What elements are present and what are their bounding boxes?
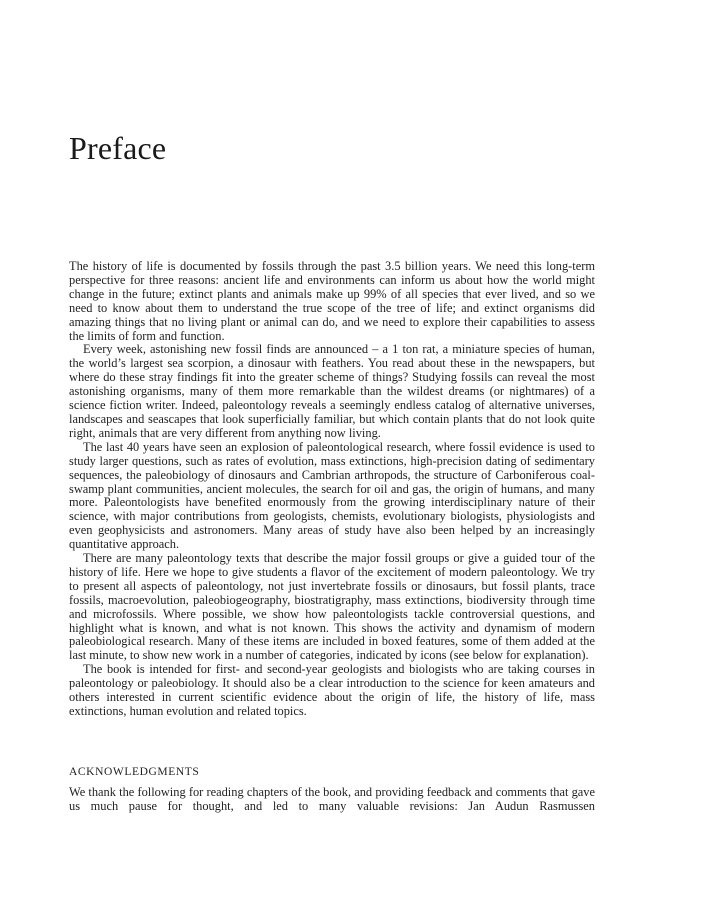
preface-body bbox=[69, 260, 595, 719]
acknowledgments-heading: ACKNOWLEDGMENTS bbox=[69, 766, 200, 778]
paragraph-5: The book is intended for first- and second-year geologists and biologists who are taking courses in paleontology or paleobiology. It should also be a clear introduction to the science for keen amateurs and others interested in current scientific evidence about the origin of life, the history of life, mass extinctions, human evolution and related topics. bbox=[69, 662, 595, 718]
paragraph-3: The last 40 years have seen an explosion of paleontological research, where fossil evidence is used to study larger questions, such as rates of evolution, mass extinctions, high-precision dating of sedimentary sequences, the paleobiology of dinosaurs and Cambrian arthropods, the structure of Carboniferous coal-swamp plant communities, ancient molecules, the search for oil and gas, the origin of humans, and many more. Paleontologists have benefited enormously from the growing interdisciplinary nature of their science, with major contributions from geologists, chemists, evolutionary biologists, physiologists and even geophysicists and astronomers. Many areas of study have also been helped by an increasingly quantitative approach. bbox=[69, 439, 595, 552]
paragraph-2: Every week, astonishing new fossil finds are announced – a 1 ton rat, a miniature species of human, the world’s largest sea scorpion, a dinosaur with feathers. You read about these in the newspapers, but where do these stray findings fit into the greater scheme of things? Studying fossils can reveal the most astonishing organisms, many of them more remarkable than the wildest dreams (or nightmares) of a science fiction writer. Indeed, paleontology reveals a seemingly endless catalog of alternative universes, landscapes and seascapes that look superficially familiar, but which contain plants that do not look quite right, animals that are very different from anything now living. bbox=[69, 342, 595, 440]
paragraph-4: There are many paleontology texts that describe the major fossil groups or give a guided tour of the history of life. Here we hope to give students a flavor of the excitement of modern paleontology. We try to present all aspects of paleontology, not just invertebrate fossils or dinosaurs, but fossil plants, trace fossils, macroevolution, paleobiogeography, biostratigraphy, mass extinctions, biodiversity through time and microfossils. Where possible, we show how paleontologists tackle controversial questions, and highlight what is known, and what is not known. This shows the activity and dynamism of modern paleobiological research. Many of these items are included in boxed features, some of them added at the last minute, to show new work in a number of categories, indicated by icons (see below for explanation). bbox=[69, 551, 595, 663]
acknowledgments-text: We thank the following for reading chapters of the book, and providing feedback and comments that gave us much pause for thought, and led to many valuable revisions: Jan Audun Rasmussen bbox=[69, 785, 595, 813]
page-title: Preface bbox=[69, 130, 167, 166]
paragraph-1: The history of life is documented by fossils through the past 3.5 billion years. We need this long-term perspective for three reasons: ancient life and environments can inform us about how the world might change in the future; extinct plants and animals make up 99% of all species that ever lived, and so we need to know about them to understand the true scope of the tree of life; and extinct organisms did amazing things that no living plant or animal can do, and we need to explore their capabilities to assess the limits of form and function. bbox=[69, 259, 595, 343]
